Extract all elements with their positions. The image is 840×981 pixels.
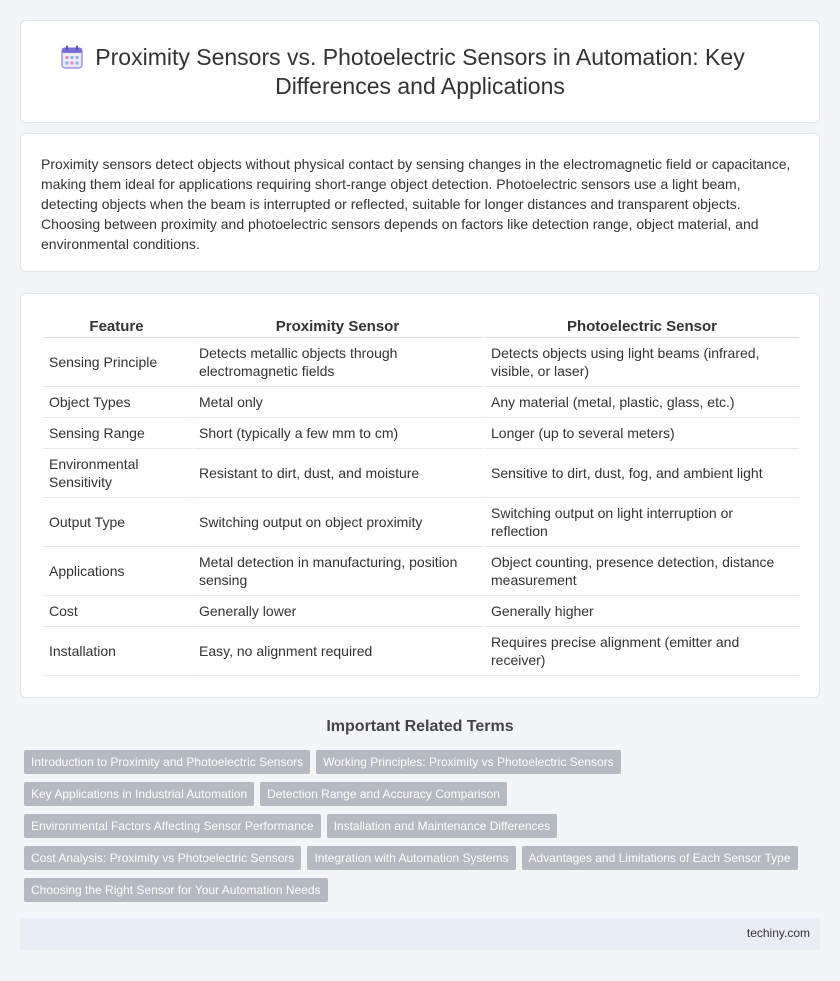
table-cell-photoelectric: Requires precise alignment (emitter and receiver) [485,627,799,676]
table-row [43,418,799,449]
related-term-tag[interactable]: Introduction to Proximity and Photoelectric Sensors [24,750,310,774]
table-cell-proximity: Easy, no alignment required [193,627,485,676]
table-cell-feature: Output Type [43,498,193,547]
table-cell-photoelectric: Object counting, presence detection, distance measurement [485,547,799,596]
table-row [43,596,799,627]
table-cell-feature: Sensing Range [43,418,193,449]
table-cell-photoelectric: Generally higher [485,596,799,627]
related-terms-heading: Important Related Terms [326,718,514,735]
table-row [43,627,799,676]
table-cell-proximity: Metal detection in manufacturing, position sensing [193,547,485,596]
related-term-tag[interactable]: Cost Analysis: Proximity vs Photoelectric Sensors [24,846,301,870]
title-card [20,20,820,123]
table-cell-proximity: Resistant to dirt, dust, and moisture [193,449,485,498]
intro-card [20,133,820,272]
table-cell-proximity: Generally lower [193,596,485,627]
table-row [43,498,799,547]
footer-site-link[interactable]: techiny.com [746,926,810,940]
table-cell-feature: Environmental Sensitivity [43,449,193,498]
column-header-proximity: Proximity Sensor [193,314,485,338]
related-term-tag[interactable]: Key Applications in Industrial Automation [24,782,254,806]
related-term-tag[interactable]: Working Principles: Proximity vs Photoelectric Sensors [316,750,621,774]
related-term-tag[interactable]: Installation and Maintenance Differences [327,814,558,838]
related-term-tag[interactable]: Integration with Automation Systems [307,846,515,870]
comparison-table [43,314,799,676]
related-term-tag[interactable]: Environmental Factors Affecting Sensor Performance [24,814,321,838]
table-cell-photoelectric: Any material (metal, plastic, glass, etc.) [485,387,799,418]
page-title: Proximity Sensors vs. Photoelectric Sensors in Automation: Key Differences and Applications [95,44,745,99]
table-row [43,387,799,418]
table-cell-feature: Applications [43,547,193,596]
table-cell-proximity: Short (typically a few mm to cm) [193,418,485,449]
table-cell-proximity: Metal only [193,387,485,418]
related-term-tag[interactable]: Advantages and Limitations of Each Sensor Type [522,846,798,870]
intro-paragraph: Proximity sensors detect objects without physical contact by sensing changes in the electromagnetic field or capacitance, making them ideal for applications requiring short-range object detection. Photoelectric sensors use a light beam, detecting objects when the beam is interrupted or reflected, suitable for longer distances and transparent objects. Choosing between proximity and photoelectric sensors depends on factors like detection range, object material, and environmental conditions. [41,156,791,252]
table-cell-proximity: Switching output on object proximity [193,498,485,547]
footer [20,918,820,950]
table-cell-feature: Sensing Principle [43,338,193,387]
table-cell-photoelectric: Switching output on light interruption or reflection [485,498,799,547]
related-terms-list [24,750,814,910]
related-term-tag[interactable]: Detection Range and Accuracy Comparison [260,782,507,806]
table-cell-feature: Installation [43,627,193,676]
related-term-tag[interactable]: Choosing the Right Sensor for Your Automation Needs [24,878,328,902]
table-row [43,547,799,596]
column-header-feature: Feature [43,314,193,338]
table-row [43,338,799,387]
table-header-row [43,314,799,338]
column-header-photoelectric: Photoelectric Sensor [485,314,799,338]
table-cell-proximity: Detects metallic objects through electromagnetic fields [193,338,485,387]
table-row [43,449,799,498]
table-cell-feature: Object Types [43,387,193,418]
table-cell-photoelectric: Longer (up to several meters) [485,418,799,449]
table-cell-photoelectric: Detects objects using light beams (infrared, visible, or laser) [485,338,799,387]
table-cell-feature: Cost [43,596,193,627]
table-cell-photoelectric: Sensitive to dirt, dust, fog, and ambient light [485,449,799,498]
comparison-table-card [20,293,820,698]
